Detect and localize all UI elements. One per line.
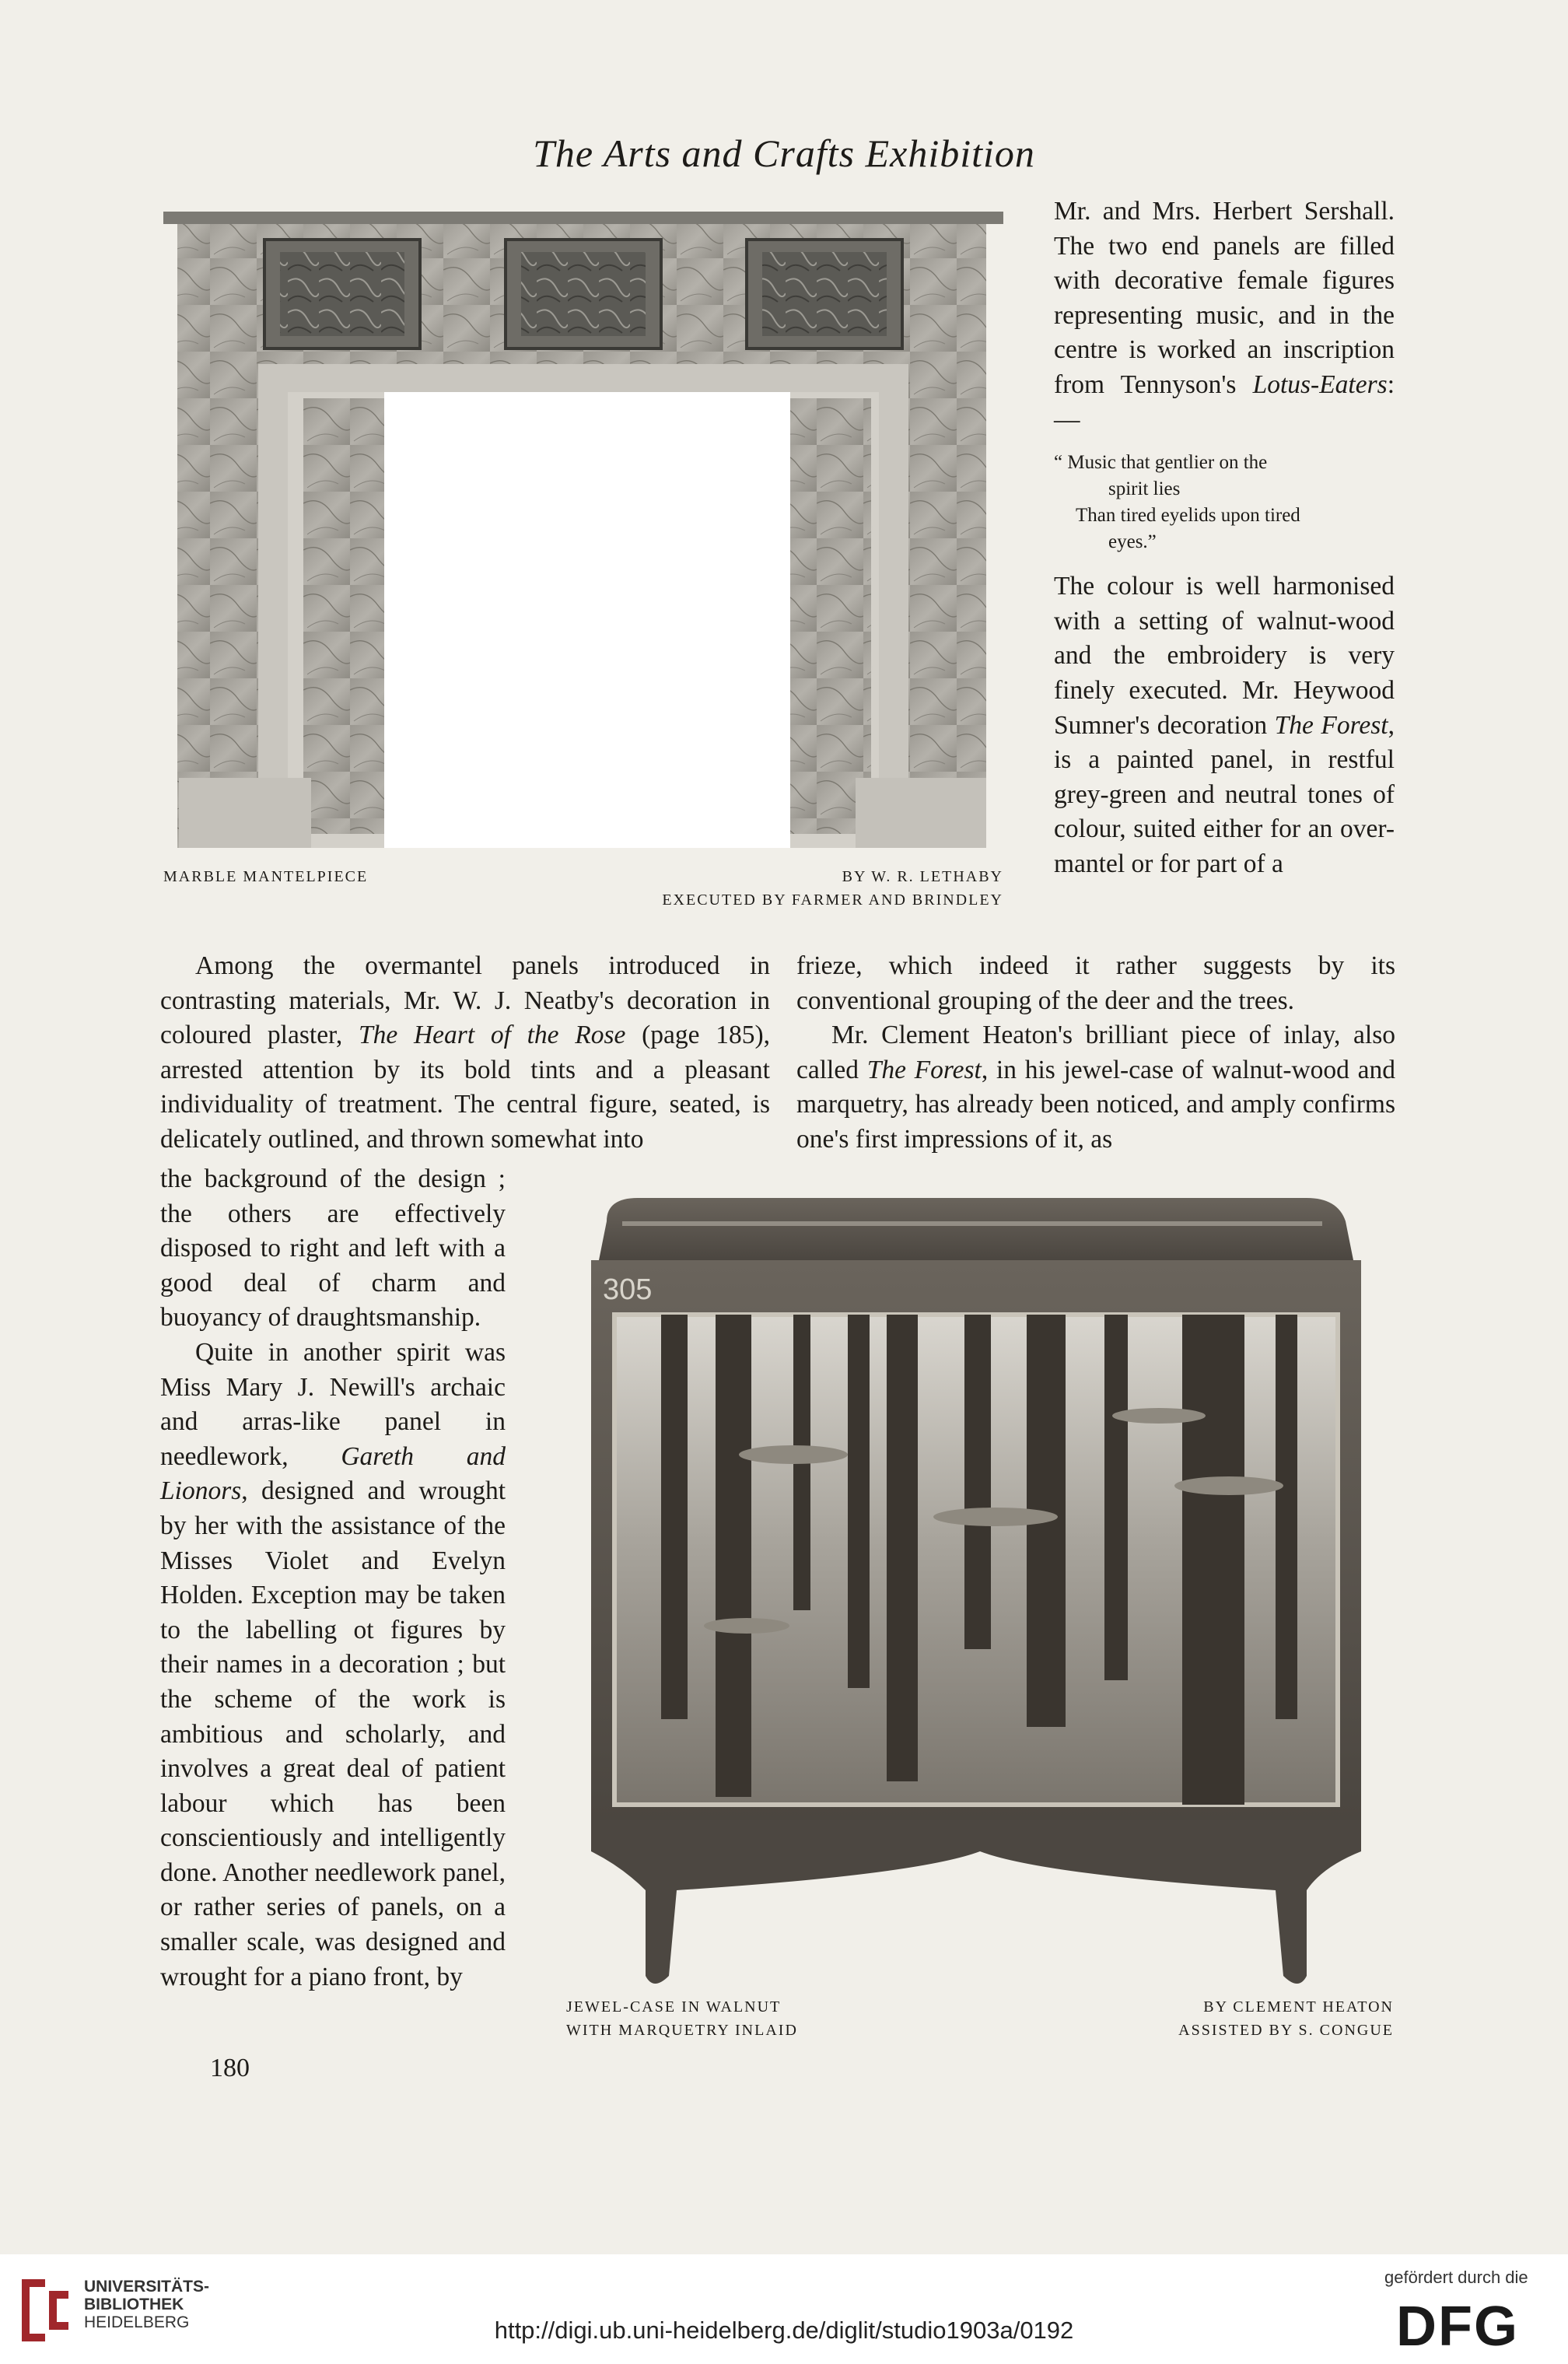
paragraph: The colour is well harmonised with a setting of walnut-wood and the embroidery is very finely executed. Mr. Heywood Sumner's decoration The Forest, is a painted panel, in restful grey-green and neutral tones of colour, suited either for an over-mantel or for part of a bbox=[1054, 572, 1395, 878]
title-reference: The Heart of the Rose bbox=[359, 1021, 626, 1050]
right-column bbox=[1054, 194, 1395, 882]
dfg-logo: DFG bbox=[1396, 2296, 1519, 2358]
paragraph: Mr. and Mrs. Herbert Sershall. The two end panels are filled with decorative female figures representing music, and in the centre is worked an inscription from Tennyson's Lotus-Eaters:— bbox=[1054, 197, 1395, 434]
running-title: The Arts and Crafts Exhibition bbox=[533, 131, 1035, 175]
funded-by-label: gefördert durch die bbox=[1384, 2268, 1528, 2287]
source-url-link[interactable]: http://digi.ub.uni-heidelberg.de/diglit/studio1903a/0192 bbox=[494, 2317, 1074, 2344]
middle-left-column bbox=[160, 949, 770, 1157]
paragraph: Mr. Clement Heaton's brilliant piece of inlay, also called The Forest, in his jewel-case of walnut-wood and marquetry, has already been noticed, and amply confirms one's first impressions of it, as bbox=[796, 1021, 1395, 1154]
paragraph: Among the overmantel panels introduced in contrasting materials, Mr. W. J. Neatby's decoration in coloured plaster, The Heart of the Rose (page 185), arrested attention by its bold tints and a pleasant individuality of treatment. The central figure, seated, is delicately outlined, and thrown somewhat into bbox=[160, 951, 771, 1154]
title-reference: Gareth and Lionors bbox=[160, 1441, 506, 1506]
mantelpiece-illustration bbox=[163, 212, 1003, 848]
tennyson-quote: “ Music that gentlier on the spirit lies Than tired eyelids upon tired eyes.” bbox=[1054, 452, 1300, 553]
page-number: 180 bbox=[210, 2054, 250, 2082]
library-name: UNIVERSITÄTS- BIBLIOTHEK HEIDELBERG bbox=[84, 2278, 210, 2331]
paragraph: frieze, which indeed it rather suggests by its conventional grouping of the deer and the trees. bbox=[796, 951, 1395, 1015]
title-reference: Lotus-Eaters bbox=[1252, 369, 1388, 399]
lower-left-column bbox=[160, 1162, 506, 1995]
title-reference: The Forest bbox=[1274, 710, 1388, 740]
chest-caption-title: JEWEL-CASE IN WALNUT bbox=[566, 1998, 782, 2016]
footer-bar bbox=[0, 2254, 1568, 2364]
chest-caption-assistant: ASSISTED BY S. CONGUE bbox=[1178, 2022, 1394, 2039]
mantel-caption-executed: EXECUTED BY FARMER AND BRINDLEY bbox=[662, 891, 1003, 909]
middle-right-column bbox=[796, 949, 1395, 1157]
mantel-caption-artist: BY W. R. LETHABY bbox=[842, 868, 1003, 885]
mantel-caption-title: MARBLE MANTELPIECE bbox=[163, 868, 369, 885]
paragraph: the background of the design ; the others are effectively disposed to right and left with a good deal of charm and buoyancy of draughtsmanship. bbox=[160, 1164, 506, 1333]
paragraph: Quite in another spirit was Miss Mary J. Newill's archaic and arras-like panel in needlework, Gareth and Lionors, designed and wrought by her with the assistance of the Misses Violet and Evelyn Holden. Exception may be taken to the labelling ot figures by their names in a decoration ; but the scheme of the work is ambitious and scholarly, and involves a great deal of patient labour which has been conscientiously and intelligently done. Another needlework panel, or rather series of panels, on a smaller scale, was designed and wrought for a piano front, by bbox=[160, 1337, 506, 1991]
title-reference: The Forest bbox=[866, 1055, 982, 1084]
jewel-case-illustration bbox=[560, 1190, 1392, 1999]
catalogue-number: 305 bbox=[603, 1273, 653, 1306]
chest-caption-subtitle: WITH MARQUETRY INLAID bbox=[566, 2022, 798, 2039]
chest-caption-artist: BY CLEMENT HEATON bbox=[1203, 1998, 1394, 2016]
